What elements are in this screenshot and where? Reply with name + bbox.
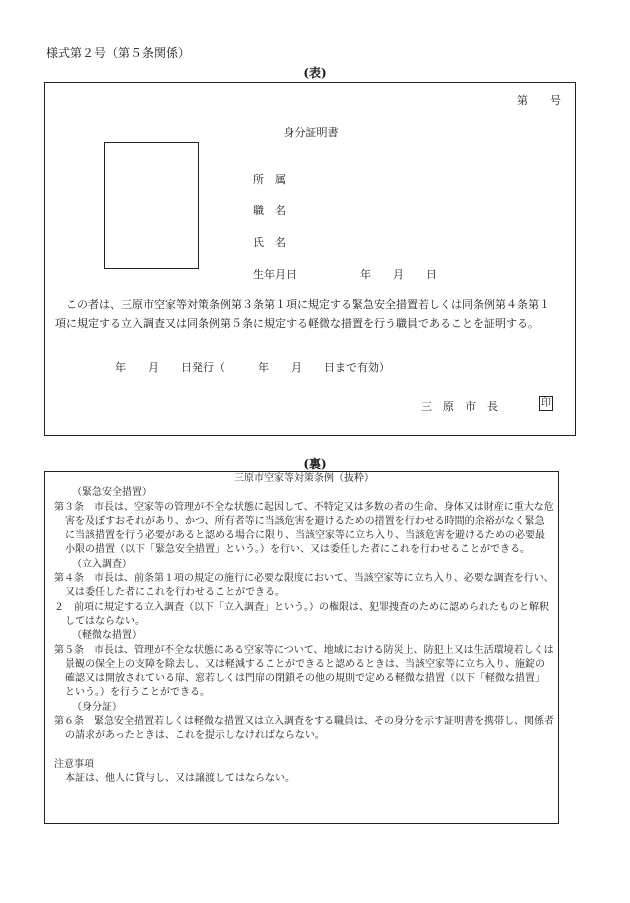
article-3-text: 第３条 市長は、空家等の管理が不全な状態に起因して、不特定又は多数の者の生命、身体又は財産に重大な危害を及ぼすおそれがあり、かつ、所有者等に当該危害を避けるための措置を行わせる時間的余裕がなく緊急に当該措置を行う必要があると認める場合に限り、当該空家等に立ち入り、当該危害を避けるための必要最小限の措置（以下「緊急安全措置」という。）を行い、又は委任した者にこれを行わせることができる。	[54, 501, 554, 556]
article-6-text: 第６条 緊急安全措置若しくは軽微な措置又は立入調査をする職員は、その身分を示す証明書を携帯し、関係者の請求があったときは、これを提示しなければならない。	[54, 716, 554, 742]
seal-stamp	[539, 396, 553, 411]
certification-line-1: この者は、三原市空家等対策条例第３条第１項に規定する緊急安全措置若しくは同条例第４条第１	[66, 298, 550, 311]
field-name: 氏 名	[253, 236, 286, 249]
article-4-text: 第４条 市長は、前条第１項の規定の施行に必要な限度において、当該空家等に立ち入り、必要な調査を行い、又は委任した者にこれを行わせることができる。	[54, 573, 554, 599]
certification-line-2: 項に規定する立入調査又は同条例第５条に規定する軽微な措置を行う職員であることを証明する。	[55, 317, 539, 330]
article-3-heading: （緊急安全措置）	[72, 487, 152, 499]
notes-heading: 注意事項	[54, 758, 94, 770]
front-side-title: (表)	[303, 66, 327, 80]
field-position: 職 名	[253, 204, 286, 217]
certificate-title: 身分証明書	[283, 126, 339, 139]
ordinance-excerpt	[54, 472, 554, 787]
validity-line: 年 月 日発行（ 年 月 日まで有効）	[115, 361, 390, 374]
article-4-paragraph-2: ２ 前項に規定する立入調査（以下「立入調査」という。）の権限は、犯罪捜査のために認められたものと解釈してはならない。	[54, 601, 549, 627]
form-label: 様式第２号（第５条関係）	[46, 46, 191, 60]
field-birth-date-units: 年 月 日	[360, 268, 437, 281]
excerpt-title: 三原市空家等対策条例（抜粋）	[234, 473, 374, 484]
back-side-title: (裏)	[303, 457, 327, 471]
article-5-heading: （軽微な措置）	[72, 630, 142, 642]
article-4-heading: （立入調査）	[72, 558, 132, 570]
back-card	[44, 471, 559, 824]
issuer-name: 三 原 市 長	[421, 400, 498, 413]
front-card	[44, 82, 576, 436]
notes-text: 本証は、他人に貸与し、又は譲渡してはならない。	[65, 773, 295, 785]
article-5-text: 第５条 市長は、管理が不全な状態にある空家等について、地域における防災上、防犯上又は生活環境若しくは景観の保全上の支障を除去し、又は軽減することができると認めるときは、当該空家等に立ち入り、施錠の確認又は開放されている扉、窓若しくは門扉の閉鎖その他の規則で定める軽微な措置（以下「軽微な措置」という。）を行うことができる。	[54, 644, 554, 699]
field-birth-date-label: 生年月日	[253, 268, 297, 281]
article-6-heading: （身分証）	[72, 701, 122, 713]
certificate-number-label: 第 号	[517, 94, 561, 107]
seal-text: 印	[541, 398, 551, 409]
photo-box	[104, 142, 199, 269]
field-affiliation: 所 属	[253, 173, 286, 186]
